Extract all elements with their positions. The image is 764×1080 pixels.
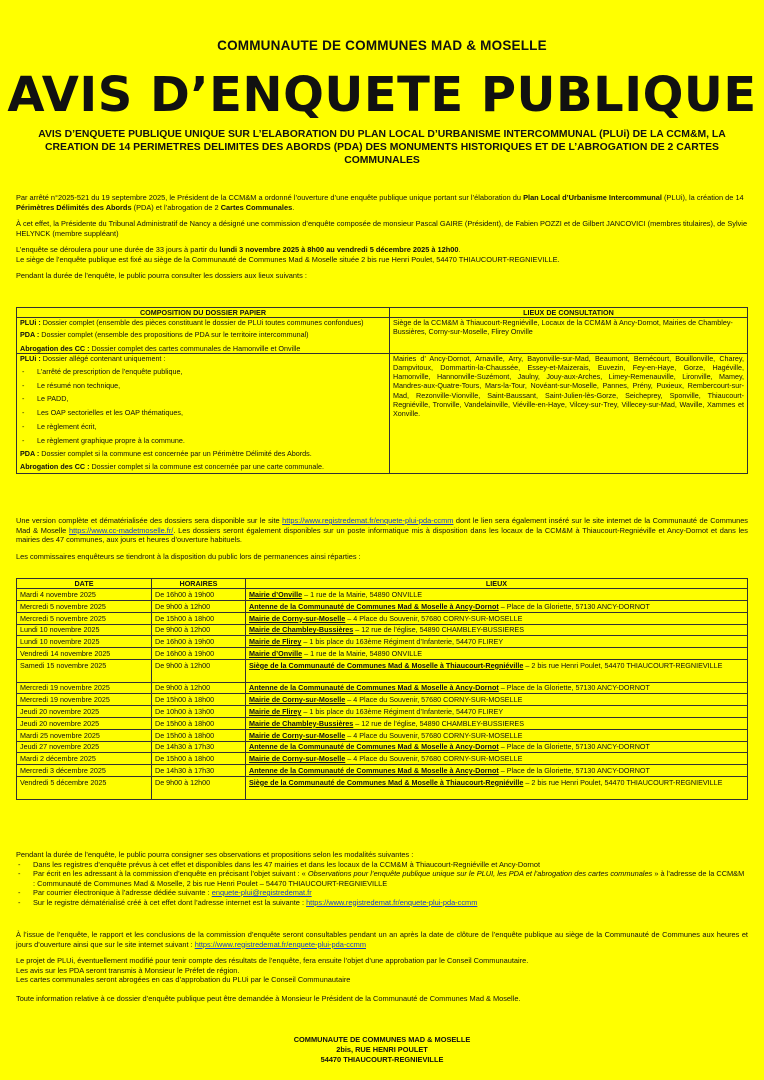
place-name: Mairie de Corny-sur-Moselle [249,613,346,623]
hours-cell: De 15h00 à 18h00 [152,694,246,706]
place-address: – 4 Place du Souvenir, 57680 CORNY-SUR-MOSELLE [345,613,523,623]
table-row [17,624,748,636]
place-cell [246,682,748,694]
composition-cell: PLUi : Dossier complet (ensemble des pièces constituant le dossier de PLUi toutes communes confondues) PDA : Dossier complet (ensemble des propositions de PDA sur le territoire intercommunal) Abrogation des CC : Dossier complet des cartes communales de Hamonville et Onville [17,318,390,354]
table-row [17,648,748,660]
place-name: Antenne de la Communauté de Communes Mad & Moselle à Ancy-Dornot [249,765,499,775]
table-row [17,729,748,741]
place-name: Antenne de la Communauté de Communes Mad & Moselle à Ancy-Dornot [249,742,499,752]
table-row [17,706,748,718]
footer-address [0,1035,764,1064]
consultation-table [16,307,748,474]
registre-link[interactable]: https://www.registredemat.fr/enquete-plui-pda-ccmm [194,939,366,949]
composition-cell: PLUi : Dossier allégé contenant uniquement : - L’arrêté de prescription de l’enquête publique, - Le résumé non technique, - Le PADD, - Les OAP sectorielles et les OAP thématiques, - Le règlement écrit, - Le règlement graphique propre à la commune. PDA : Dossier complet si la commune est concernée par un Périmètre Délimité des Abords. Abrogation des CC : Dossier complet si la commune est concernée par une carte communale. [17,353,390,473]
place-address: – 1 rue de la Mairie, 54890 ONVILLE [302,590,422,599]
hours-cell: De 10h00 à 13h00 [152,706,246,718]
hours-cell: De 15h00 à 18h00 [152,753,246,765]
observations-section [16,850,748,907]
hours-cell: De 9h00 à 12h00 [152,601,246,613]
place-address: – 4 Place du Souvenir, 57680 CORNY-SUR-MOSELLE [345,730,523,740]
pda-paragraph: Les avis sur les PDA seront transmis à Monsieur le Préfet de région. [16,965,240,975]
hours-cell: De 16h00 à 19h00 [152,589,246,601]
table-row [17,636,748,648]
place-address: – 4 Place du Souvenir, 57680 CORNY-SUR-MOSELLE [345,695,523,705]
place-cell [246,601,748,613]
table-row [17,659,748,682]
hours-cell: De 16h00 à 19h00 [152,636,246,648]
place-name: Mairie de Corny-sur-Moselle [249,754,346,764]
duration-paragraph: L’enquête se déroulera pour une durée de 33 jours à partir du lundi 3 novembre 2025 à 8h00 au vendredi 5 décembre 2025 à 12h00. [16,245,461,254]
intro-section [16,193,748,281]
place-address: – Place de la Gloriette, 57130 ANCY-DORNOT [498,742,650,752]
place-name: Mairie de Chambley-Bussières [249,718,354,728]
place-cell [246,776,748,799]
place-name: Antenne de la Communauté de Communes Mad & Moselle à Ancy-Dornot [249,601,499,611]
registre-link[interactable]: https://www.registredemat.fr/enquete-plui-pda-ccmm [282,516,454,525]
place-address: – Place de la Gloriette, 57130 ANCY-DORNOT [498,765,650,775]
list-item: - Dans les registres d’enquête prévus à cet effet et disponibles dans les 47 mairies et dans les locaux de la CCM&M à Thiaucourt-Regniéville et Ancy-Dornot [16,860,748,870]
information-paragraph: Toute information relative à ce dossier d’enquête publique peut être demandée à Monsieur le Président de la Communauté de Communes Mad & Moselle. [16,993,521,1003]
date-cell: Mercredi 5 novembre 2025 [17,612,152,624]
date-cell: Jeudi 27 novembre 2025 [17,741,152,753]
digital-paragraph: Une version complète et dématérialisée des dossiers sera disponible sur le site https://www.registredemat.fr/enquete-plui-pda-ccmm dont le lien sera également inséré sur le site internet de la Communauté de Communes Mad & Moselle https://www.cc-madetmoselle.fr/. Les dossiers seront également disponibles sur un poste informatique mis à disposition dans les locaux de la CCM&M à Thiaucourt-Regniéville et Ancy-Dornot et dans les mairies des 47 communes, aux jours et heures d’ouverture habituels. [16,516,749,544]
place-address: – 4 Place du Souvenir, 57680 CORNY-SUR-MOSELLE [345,754,523,764]
list-item: - Le résumé non technique, [20,381,386,390]
hours-cell: De 15h00 à 18h00 [152,717,246,729]
permanences-intro: Les commissaires enquêteurs se tiendront à la disposition du public lors de permanences ainsi réparties : [16,551,361,561]
date-cell: Mercredi 3 décembre 2025 [17,765,152,777]
place-name: Antenne de la Communauté de Communes Mad & Moselle à Ancy-Dornot [249,683,499,693]
hours-cell: De 14h30 à 17h30 [152,765,246,777]
column-header-hours: HORAIRES [152,579,246,589]
date-cell: Vendredi 14 novembre 2025 [17,648,152,660]
list-item: - Le règlement écrit, [20,422,386,431]
report-paragraph: À l’issue de l’enquête, le rapport et les conclusions de la commission d’enquête seront consultables pendant un an après la date de clôture de l’enquête publique au siège de la Communauté de Communes aux heures et jours d’ouverture ainsi que sur le site internet suivant : https://www.registredemat.fr/enquete-plui-pda-ccmm [16,930,748,949]
place-cell [246,648,748,660]
place-name: Mairie de Corny-sur-Moselle [249,730,346,740]
place-address: – 1 rue de la Mairie, 54890 ONVILLE [302,648,422,658]
hours-cell: De 15h00 à 18h00 [152,612,246,624]
list-item: - L’arrêté de prescription de l’enquête publique, [20,367,386,376]
permanences-table-wrapper [16,578,748,800]
place-name: Mairie de Flirey [249,637,302,647]
places-cell: Mairies d’ Ancy-Dornot, Arnaville, Arry, Bayonville-sur-Mad, Beaumont, Bernécourt, Bouillonville, Charey, Dampvitoux, Dommartin-la-Chaussée, Essey-et-Maizerais, Euvezin, Fey-en-Haye, Gorze, Hagéville, Hamonville, Hannonville-Suzémont, Jaulny, Jouy-aux-Arches, Limey-Remenauville, Lironville, Mamey, Mandres-aux-Quatre-Tours, Mars-la-Tour, Novéant-sur-Moselle, Pannes, Prény, Puxieux, Rembercourt-sur-Mad, Rezonville-Vionville, Saint-Baussant, Saint-Julien-lès-Gorze, Seicheprey, Sponville, Thiaucourt-Regniéville, Tronville, Vandelainville, Viéville-en-Haye, Vilcey-sur-Trey, Villecey-sur-Mad, Waville, Xammes et Xonville. [390,353,748,473]
place-address: – 12 rue de l’église, 54890 CHAMBLEY-BUSSIERES [353,625,524,635]
column-header-date: DATE [17,579,152,589]
place-name: Mairie de Corny-sur-Moselle [249,695,346,705]
consultation-table-wrapper [16,307,748,474]
place-cell [246,659,748,682]
place-cell [246,729,748,741]
place-cell [246,741,748,753]
table-row [17,741,748,753]
place-name: Mairie d’Onville [249,648,303,658]
place-cell [246,765,748,777]
consultation-intro: Pendant la durée de l’enquête, le public pourra consulter les dossiers aux lieux suivants : [16,271,307,280]
date-cell: Mercredi 19 novembre 2025 [17,682,152,694]
table-row [17,353,748,473]
document-list [20,367,386,445]
list-item: - Par écrit en les adressant à la commission d’enquête en précisant l’objet suivant : « Observations pour l’enquête publique unique sur le PLUI, les PDA et l’abrogation des cartes communales » à l’adresse de la CCM&M : Communauté de Communes Mad & Moselle, 2 bis rue Henri Poulet – 54470 THIAUCOURT-REGNIEVILLE [16,869,748,888]
date-cell: Jeudi 20 novembre 2025 [17,717,152,729]
table-row [17,682,748,694]
place-address: – 2 bis rue Henri Poulet, 54470 THIAUCOURT-REGNIEVILLE [523,777,723,787]
list-item: - Les OAP sectorielles et les OAP thématiques, [20,408,386,417]
date-cell: Mardi 2 décembre 2025 [17,753,152,765]
date-cell: Mercredi 19 novembre 2025 [17,694,152,706]
table-header-row [17,579,748,589]
place-address: – 12 rue de l’église, 54890 CHAMBLEY-BUSSIERES [353,718,524,728]
column-header-places: LIEUX DE CONSULTATION [390,308,748,318]
place-cell [246,624,748,636]
date-cell: Lundi 10 novembre 2025 [17,636,152,648]
ccmm-website-link[interactable]: https://www.cc-madetmoselle.fr/ [69,525,174,535]
hours-cell: De 16h00 à 19h00 [152,648,246,660]
footer-city: 54470 THIAUCOURT-REGNIEVILLE [320,1054,444,1064]
hours-cell: De 9h00 à 12h00 [152,659,246,682]
observations-list [16,860,748,908]
place-name: Siège de la Communauté de Communes Mad & Moselle à Thiaucourt-Regniéville [249,660,524,670]
table-row [17,765,748,777]
place-cell [246,636,748,648]
list-item: - Sur le registre dématérialisé créé à cet effet dont l’adresse internet est la suivante : https://www.registredemat.fr/enquete-plui-pda-ccmm [16,898,748,908]
table-header-row [17,308,748,318]
table-row [17,717,748,729]
table-row [17,589,748,601]
footer-organization: COMMUNAUTE DE COMMUNES MAD & MOSELLE [293,1035,471,1044]
list-item: - Le règlement graphique propre à la commune. [20,436,386,445]
approval-paragraph: Le projet de PLUi, éventuellement modifié pour tenir compte des résultats de l’enquête, fera ensuite l’objet d’une approbation par le Conseil Communautaire. [16,956,529,965]
registre-link[interactable]: https://www.registredemat.fr/enquete-plui-pda-ccmm [306,897,478,907]
place-name: Mairie d’Onville [249,590,303,599]
notice-subtitle: AVIS D’ENQUETE PUBLIQUE UNIQUE SUR L’ELABORATION DU PLAN LOCAL D’URBANISME INTERCOMMUNAL (PLUi) DE LA CCM&M, LA CREATION DE 14 PERIMETRES DELIMITES DES ABORDS (PDA) DES MONUMENTS HISTORIQUES ET DE L’ABROGATION DE 2 CARTES COMMUNALES [38,129,726,166]
date-cell: Samedi 15 novembre 2025 [17,659,152,682]
intro-decree-paragraph: Par arrêté n°2025-521 du 19 septembre 2025, le Président de la CCM&M a ordonné l’ouverture d’une enquête publique unique portant sur l’élaboration du Plan Local d’Urbanisme Intercommunal (PLUi), la création de 14 Périmètres Délimités des Abords (PDA) et l’abrogation de 2 Cartes Communales. [16,193,744,212]
table-row [17,601,748,613]
place-address: – 1 bis place du 163ème Régiment d’Infanterie, 54470 FLIREY [301,706,504,716]
hours-cell: De 9h00 à 12h00 [152,682,246,694]
hours-cell: De 14h30 à 17h30 [152,741,246,753]
hours-cell: De 9h00 à 12h00 [152,624,246,636]
date-cell: Jeudi 20 novembre 2025 [17,706,152,718]
place-name: Mairie de Chambley-Bussières [249,625,354,635]
permanences-body [17,589,748,799]
place-name: Mairie de Flirey [249,706,302,716]
table-row [17,612,748,624]
seat-paragraph: Le siège de l’enquête publique est fixé au siège de la Communauté de Communes Mad & Moselle située 2 bis rue Henri Poulet, 54470 THIAUCOURT-REGNIEVILLE. [16,254,560,264]
list-item: - Le PADD, [20,394,386,403]
place-cell [246,706,748,718]
place-address: – 1 bis place du 163ème Régiment d’Infanterie, 54470 FLIREY [301,637,504,647]
list-item: - Par courrier électronique à l’adresse dédiée suivante : enquete-plui@registredemat.fr [16,888,748,898]
table-row [17,318,748,354]
date-cell: Vendredi 5 décembre 2025 [17,776,152,799]
date-cell: Mercredi 5 novembre 2025 [17,601,152,613]
digital-section [16,516,748,561]
place-address: – Place de la Gloriette, 57130 ANCY-DORNOT [498,601,650,611]
place-name: Siège de la Communauté de Communes Mad & Moselle à Thiaucourt-Regniéville [249,777,524,787]
table-row [17,776,748,799]
closing-section [16,930,748,1003]
page-title: AVIS D’ENQUETE PUBLIQUE [7,67,757,123]
organization-name: COMMUNAUTE DE COMMUNES MAD & MOSELLE [217,38,547,53]
place-cell [246,589,748,601]
places-cell: Siège de la CCM&M à Thiaucourt-Regniéville, Locaux de la CCM&M à Ancy-Dornot, Mairies de Chambley-Bussières, Corny-sur-Moselle, Flirey Onville [390,318,748,354]
column-header-places: LIEUX [246,579,748,589]
place-address: – 2 bis rue Henri Poulet, 54470 THIAUCOURT-REGNIEVILLE [523,660,723,670]
hours-cell: De 15h00 à 18h00 [152,729,246,741]
date-cell: Mardi 25 novembre 2025 [17,729,152,741]
cc-paragraph: Les cartes communales seront abrogées en cas d’approbation du PLUi par le Conseil Communautaire [16,975,351,984]
date-cell: Lundi 10 novembre 2025 [17,624,152,636]
table-row [17,753,748,765]
email-link[interactable]: enquete-plui@registredemat.fr [211,888,312,897]
column-header-composition: COMPOSITION DU DOSSIER PAPIER [17,308,390,318]
permanences-table [16,578,748,800]
place-address: – Place de la Gloriette, 57130 ANCY-DORNOT [498,683,650,693]
observations-intro: Pendant la durée de l’enquête, le public pourra consigner ses observations et propositions selon les modalités suivantes : [16,850,414,859]
place-cell [246,612,748,624]
date-cell: Mardi 4 novembre 2025 [17,589,152,601]
place-cell [246,717,748,729]
place-cell [246,753,748,765]
commission-paragraph: À cet effet, la Présidente du Tribunal Administratif de Nancy a désigné une commission d’enquête composée de monsieur Pascal GAIRE (Président), de Fabien POZZI et de Gilbert JANCOVICI (membres titulaires), de Sylvie HELYNCK (membre suppléant) [16,219,748,238]
place-cell [246,694,748,706]
hours-cell: De 9h00 à 12h00 [152,776,246,799]
footer-street: 2bis, RUE HENRI POULET [336,1044,428,1054]
table-row [17,694,748,706]
